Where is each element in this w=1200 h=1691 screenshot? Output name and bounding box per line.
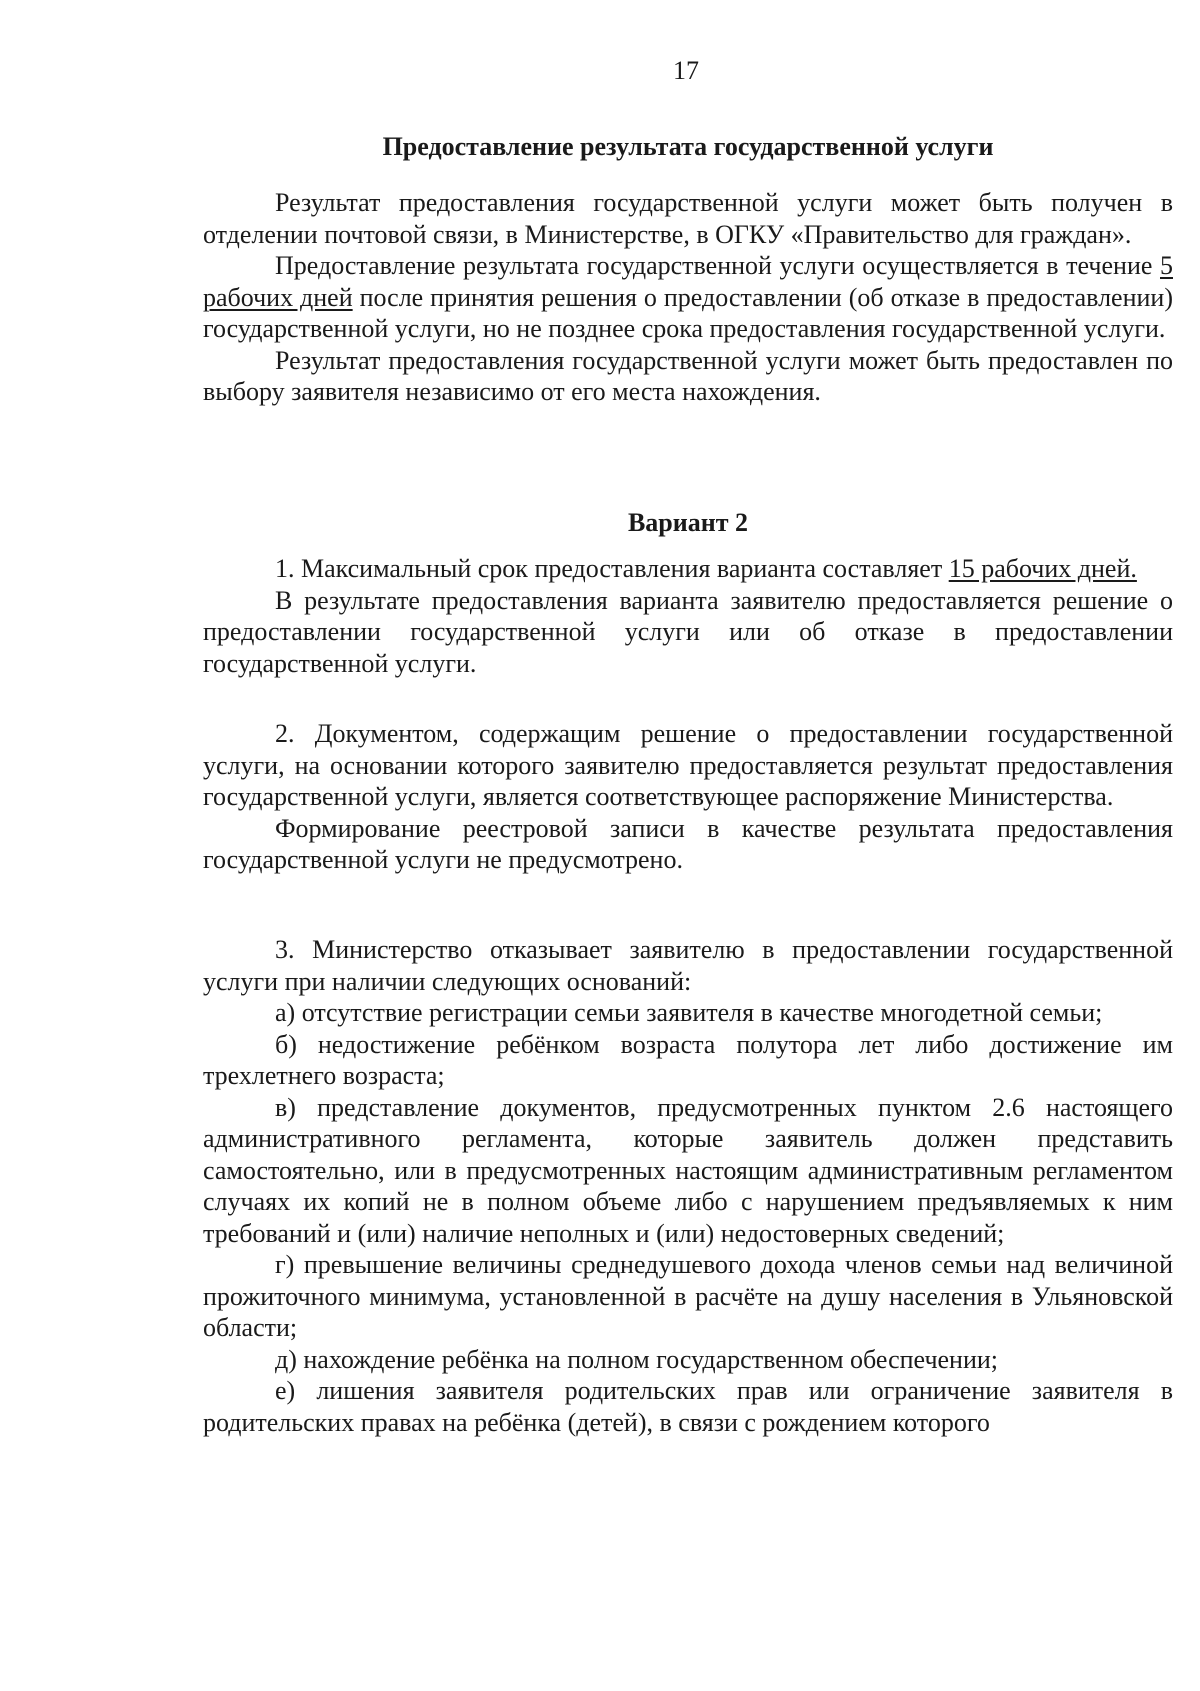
paragraph	[203, 553, 1173, 585]
list-item: д) нахождение ребёнка на полном государственном обеспечении;	[275, 1344, 999, 1374]
list-item: б) недостижение ребёнком возраста полутора лет либо достижение им трехлетнего возраста;	[203, 1029, 1173, 1090]
list-item: в) представление документов, предусмотренных пунктом 2.6 настоящего административного регламента, которые заявитель должен представить самостоятельно, или в предусмотренных настоящим административным регламентом случаях их копий не в полном объеме либо с нарушением предъявляемых к ним требований и (или) наличие неполных и (или) недостоверных сведений;	[203, 1092, 1173, 1248]
list-item: е) лишения заявителя родительских прав или ограничение заявителя в родительских правах на ребёнка (детей), в связи с рождением которого	[203, 1376, 1173, 1437]
section-heading: Предоставление результата государственной услуги	[382, 132, 994, 161]
list-item: г) превышение величины среднедушевого дохода членов семьи над величиной прожиточного минимума, установленной в расчёте на душу населения в Ульяновской области;	[203, 1250, 1173, 1342]
paragraph: В результате предоставления варианта заявителю предоставляется решение о предоставлении государственной услуги или об отказе в предоставлении государственной услуги.	[203, 585, 1173, 678]
paragraph: Формирование реестровой записи в качестве результата предоставления государственной услуги не предусмотрено.	[203, 813, 1173, 874]
variant-item-3	[203, 934, 1173, 1438]
page-number: 17	[673, 56, 699, 85]
result-paragraphs	[203, 187, 1173, 408]
paragraph: 3. Министерство отказывает заявителю в предоставлении государственной услуги при наличии следующих оснований:	[203, 935, 1173, 996]
list-item: а) отсутствие регистрации семьи заявителя в качестве многодетной семьи;	[275, 998, 1103, 1027]
paragraph-text: после принятия решения о предоставлении (об отказе в предоставлении) государственной услуги, но не позднее срока предоставления государственной услуги.	[203, 282, 1173, 343]
variant-item-1	[203, 553, 1173, 679]
paragraph: Результат предоставления государственной услуги может быть предоставлен по выбору заявителя независимо от его места нахождения.	[203, 345, 1173, 406]
paragraph-text: Предоставление результата государственной услуги осуществляется в течение	[275, 251, 1160, 280]
variant-item-2	[203, 718, 1173, 876]
variant-heading: Вариант 2	[627, 508, 749, 537]
paragraph-text: 1. Максимальный срок предоставления варианта составляет	[275, 554, 949, 583]
deadline-underlined: 5 рабочих дней	[203, 251, 1173, 312]
paragraph	[203, 250, 1173, 345]
result-section	[203, 131, 1173, 163]
variant-section	[203, 507, 1173, 539]
term-underlined: 15 рабочих дней.	[948, 554, 1137, 583]
paragraph: 2. Документом, содержащим решение о предоставлении государственной услуги, на основании которого заявителю предоставляется результат предоставления государственной услуги, является соответствующее распоряжение Министерства.	[203, 719, 1173, 811]
paragraph: Результат предоставления государственной услуги может быть получен в отделении почтовой связи, в Министерстве, в ОГКУ «Правительство для граждан».	[203, 188, 1173, 249]
